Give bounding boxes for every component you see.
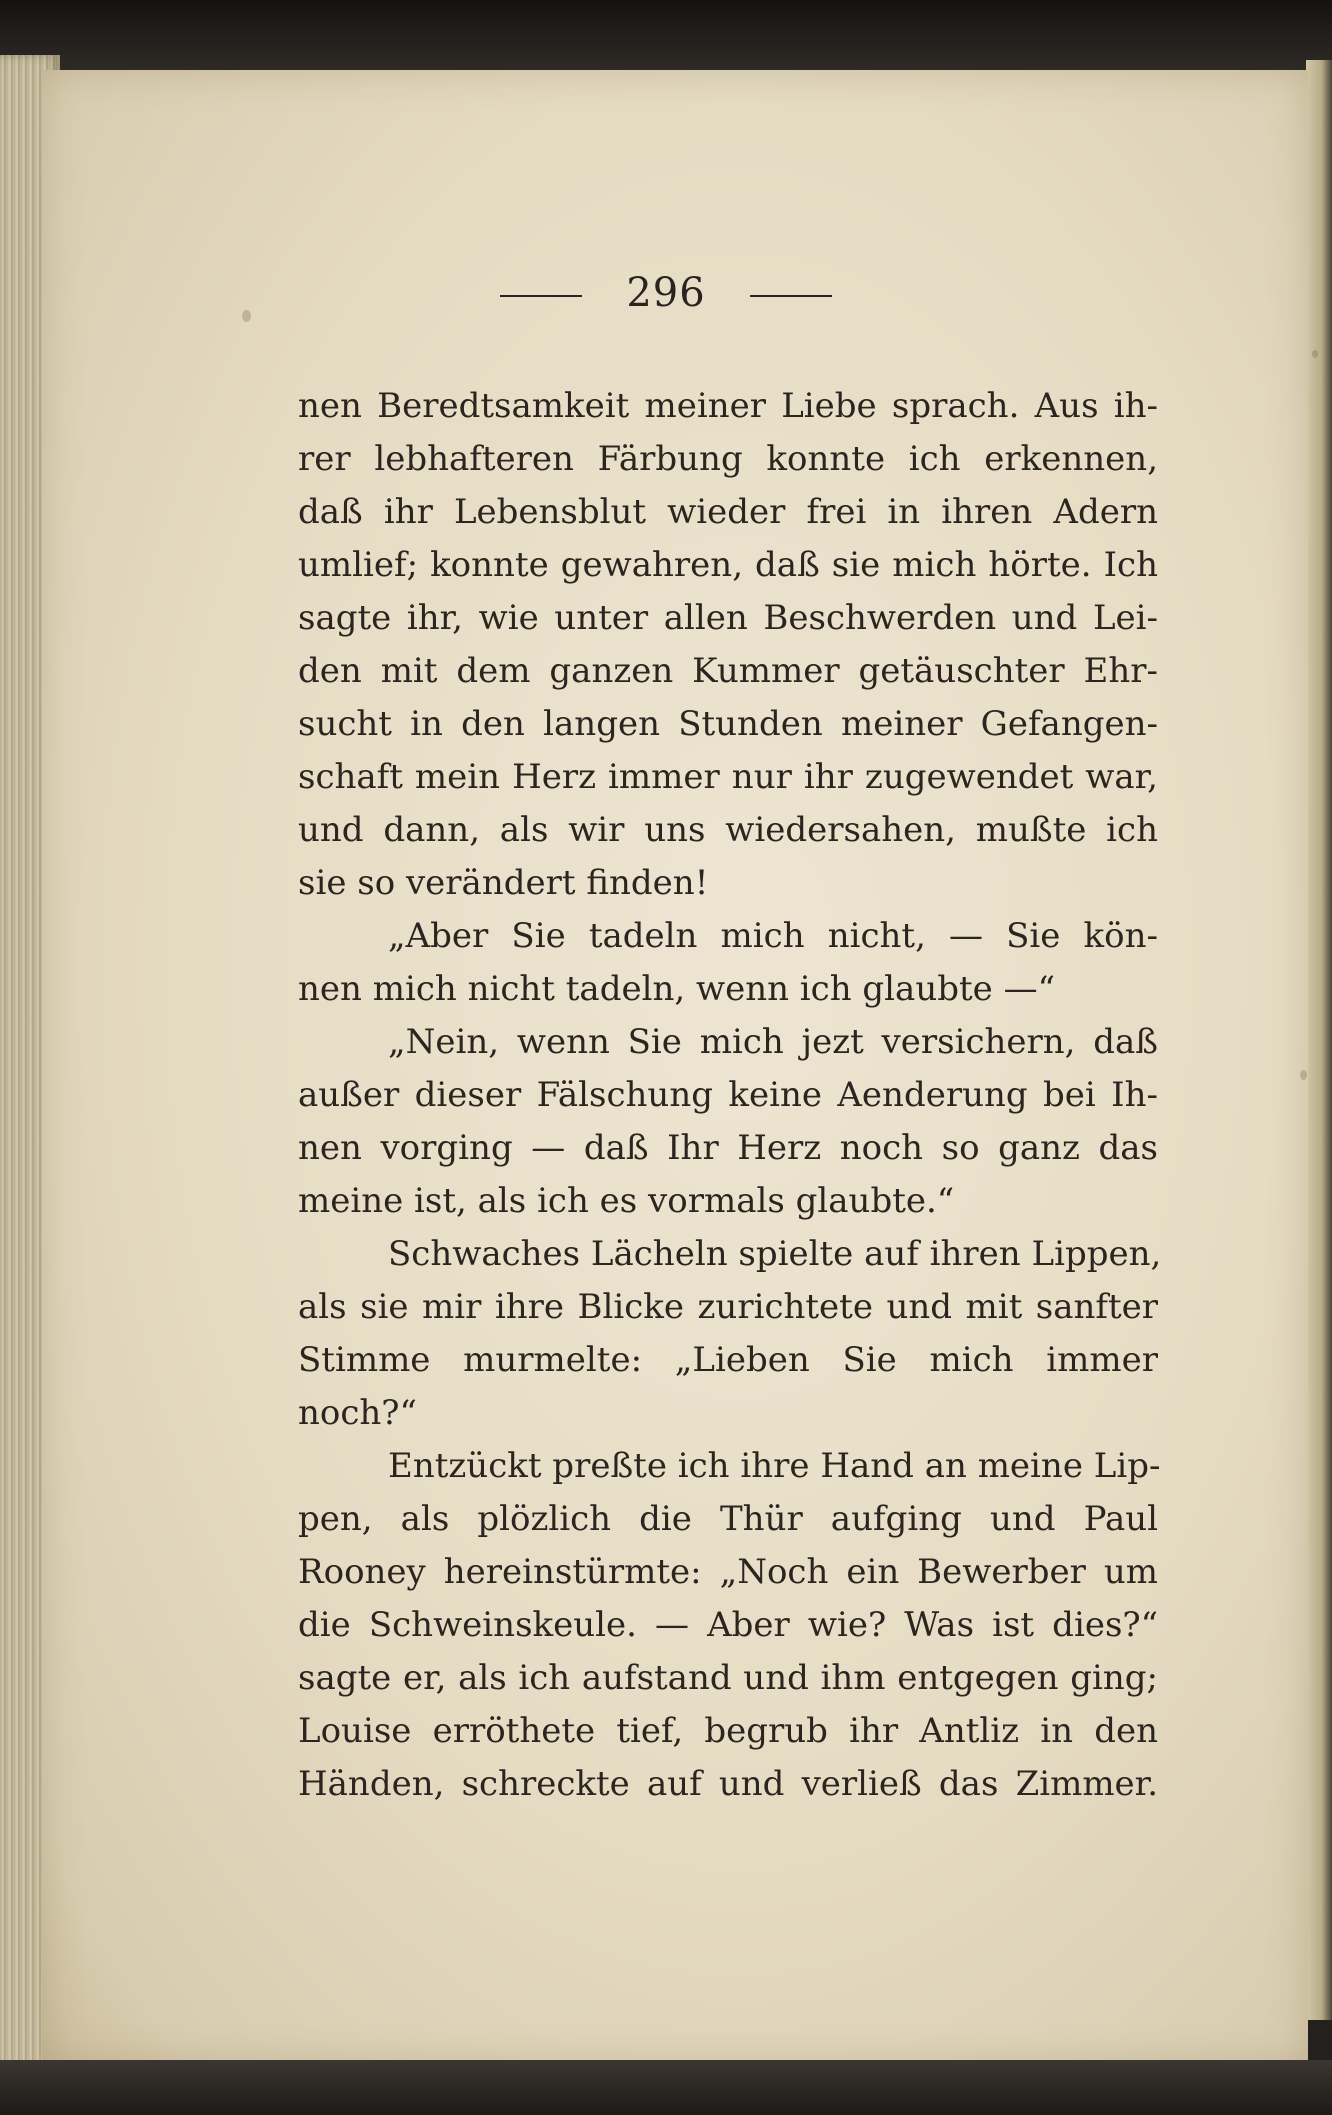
text-line: Stimme murmelte: „Lieben Sie mich immer xyxy=(298,1340,1158,1380)
header-dash-left xyxy=(500,295,582,297)
text-line: die Schweinskeule. — Aber wie? Was ist dies?“ xyxy=(298,1605,1158,1645)
text-line: und dann, als wir uns wiedersahen, mußte ich xyxy=(298,810,1158,850)
text-line: Schwaches Lächeln spielte auf ihren Lippen, xyxy=(388,1234,1162,1274)
text-line: als sie mir ihre Blicke zurichtete und mit sanfter xyxy=(298,1287,1158,1327)
text-line: rer lebhafteren Färbung konnte ich erkennen, xyxy=(298,439,1158,479)
text-line: umlief; konnte gewahren, daß sie mich hörte. Ich xyxy=(298,545,1158,585)
text-line: „Aber Sie tadeln mich nicht, — Sie kön- xyxy=(388,916,1158,956)
page-blemish xyxy=(1300,1070,1307,1080)
text-line: Händen, schreckte auf und verließ das Zimmer. xyxy=(298,1764,1158,1804)
book-cover-bottom xyxy=(0,2060,1332,2115)
text-line: schaft mein Herz immer nur ihr zugewendet war, xyxy=(298,757,1158,797)
page-blemish xyxy=(1312,350,1318,358)
page-spine-edge xyxy=(1306,60,1332,2020)
text-line: Louise erröthete tief, begrub ihr Antliz in den xyxy=(298,1711,1158,1751)
text-line: nen vorging — daß Ihr Herz noch so ganz das xyxy=(298,1128,1158,1168)
text-line: daß ihr Lebensblut wieder frei in ihren Adern xyxy=(298,492,1158,532)
page-number: 296 xyxy=(626,270,706,316)
page-header xyxy=(0,270,1332,316)
text-line: pen, als plözlich die Thür aufging und Paul xyxy=(298,1499,1158,1539)
text-line: sie so verändert finden! xyxy=(298,863,709,903)
text-line: „Nein, wenn Sie mich jezt versichern, daß xyxy=(388,1022,1158,1062)
text-line: sagte er, als ich aufstand und ihm entgegen ging; xyxy=(298,1658,1158,1698)
text-line: sagte ihr, wie unter allen Beschwerden und Lei- xyxy=(298,598,1158,638)
text-line: noch?“ xyxy=(298,1393,417,1433)
text-line: sucht in den langen Stunden meiner Gefangen- xyxy=(298,704,1158,744)
book-cover-top xyxy=(0,0,1332,70)
page-body-text xyxy=(298,380,1162,1811)
text-line: den mit dem ganzen Kummer getäuschter Ehr- xyxy=(298,651,1158,691)
text-line: nen Beredtsamkeit meiner Liebe sprach. Aus ih- xyxy=(298,386,1158,426)
text-line: Entzückt preßte ich ihre Hand an meine Lip- xyxy=(388,1446,1161,1486)
text-line: Rooney hereinstürmte: „Noch ein Bewerber um xyxy=(298,1552,1158,1592)
text-line: nen mich nicht tadeln, wenn ich glaubte —“ xyxy=(298,969,1055,1009)
header-dash-right xyxy=(750,295,832,297)
text-line: außer dieser Fälschung keine Aenderung bei Ih- xyxy=(298,1075,1158,1115)
text-line: meine ist, als ich es vormals glaubte.“ xyxy=(298,1181,955,1221)
